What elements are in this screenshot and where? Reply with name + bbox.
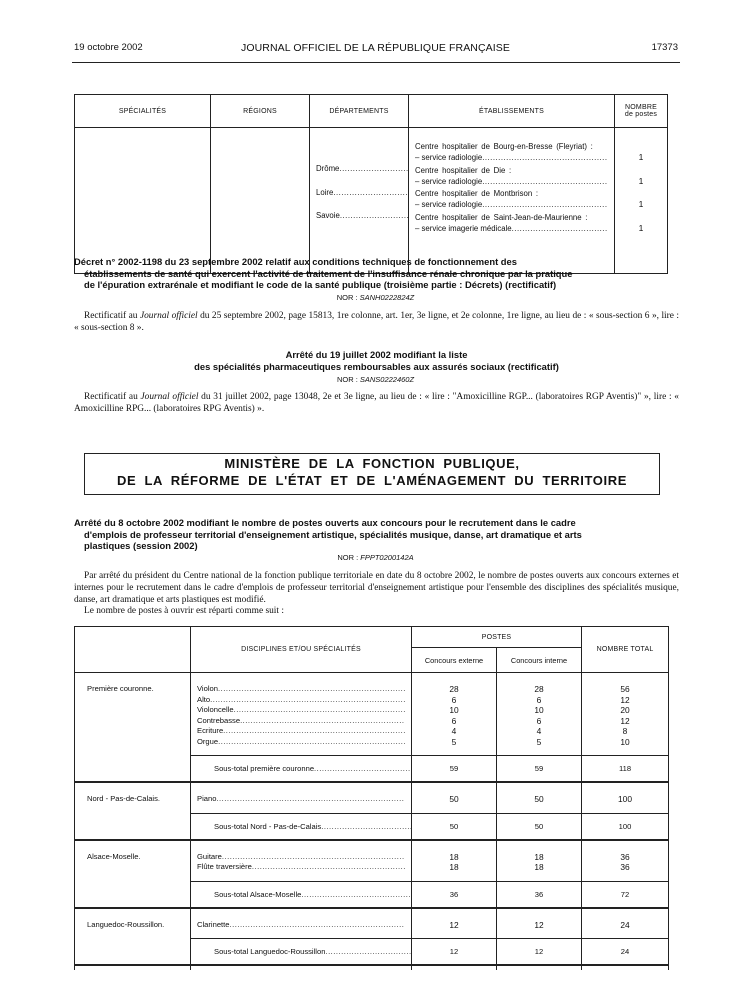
etablissements-table: [74, 94, 668, 274]
departement-item: [316, 163, 408, 187]
externe-value: 18: [449, 851, 459, 862]
leader-dots: [325, 947, 411, 956]
discipline-item: [197, 794, 405, 805]
decret-title-line: Décret n° 2002-1198 du 23 septembre 2002 relatif aux conditions techniques de fonctionnement des: [74, 256, 517, 267]
total-value: 20: [620, 705, 630, 715]
externe-value: 18: [449, 862, 459, 872]
service-name: – service radiologie: [415, 200, 483, 209]
interne-value: 12: [534, 919, 544, 930]
discipline-name: Piano: [197, 794, 217, 803]
disciplines-cell: [191, 840, 412, 882]
nombre-postes-cell: [615, 128, 668, 274]
postes-value: 1: [638, 222, 644, 233]
interne-value: 18: [534, 851, 544, 862]
total-value: 24: [620, 919, 630, 930]
total-value: 8: [622, 726, 628, 736]
header-postes: POSTES: [412, 627, 582, 648]
departement-name: Savoie: [316, 211, 340, 220]
continuation-cell: [191, 965, 412, 970]
specialites-cell: [75, 128, 211, 274]
region-cell: Nord - Pas-de-Calais.: [75, 782, 191, 840]
leader-dots: [512, 224, 608, 233]
arrete-postes-title: [74, 517, 679, 552]
discipline-item: [197, 684, 405, 695]
header-etablissements: ÉTABLISSEMENTS: [409, 95, 615, 128]
header-specialites: SPÉCIALITÉS: [75, 95, 211, 128]
subtotal-total: 24: [582, 939, 669, 966]
interne-value: 4: [536, 726, 542, 736]
postes-value: 1: [638, 152, 644, 162]
continuation-cell: [582, 965, 669, 970]
leader-dots: [301, 890, 411, 899]
interne-value: 28: [534, 684, 544, 694]
leader-dots: [218, 737, 405, 746]
nor-code: SANH0222824Z: [359, 293, 415, 302]
etablissement-name: Centre hospitalier de Bourg-en-Bresse (Fleyriat) :: [415, 142, 593, 151]
departement-item: [316, 210, 408, 234]
decret-title: [74, 256, 679, 291]
discipline-name: Violoncelle: [197, 705, 234, 714]
leader-dots: [333, 188, 408, 197]
subtotal-interne: 50: [497, 813, 582, 840]
body-text: du 31 juillet 2002, page 13048, 2e et 3e ligne, au lieu de : « lire : "Amoxicilline RGP... (laboratoires RGP Aventis)" », lire : « Amoxicilline RPG... (laboratoires RPG Aventis) ».: [74, 392, 679, 414]
etablissement-item: [415, 141, 608, 165]
externe-value: 5: [451, 736, 457, 747]
discipline-name: Violon: [197, 684, 218, 693]
leader-dots: [482, 153, 608, 162]
table-row: [75, 673, 669, 756]
nor-label: NOR :: [337, 553, 361, 562]
subtotal-label: Sous-total Alsace-Moselle: [214, 889, 302, 899]
regions-cell: [211, 128, 310, 274]
leader-dots: [234, 705, 405, 714]
leader-dots: [230, 920, 406, 929]
page-number: 17373: [651, 42, 678, 53]
leader-dots: [340, 211, 408, 220]
discipline-item: [197, 726, 405, 737]
interne-value: 5: [536, 736, 542, 747]
etablissements-cell: [409, 128, 615, 274]
externe-value: 10: [449, 705, 459, 715]
leader-dots: [482, 177, 608, 186]
total-value: 100: [618, 794, 632, 804]
table-header-row: [75, 627, 669, 648]
arrete-postes-nor: [0, 553, 751, 562]
header-nombre-label: NOMBRE: [625, 104, 657, 111]
departement-name: Drôme: [316, 164, 340, 173]
total-cell: [582, 782, 669, 813]
subtotal-label-cell: [191, 813, 412, 840]
total-value: 36: [620, 851, 630, 862]
service-name: – service radiologie: [415, 153, 483, 162]
leader-dots: [482, 200, 608, 209]
leader-dots: [240, 716, 405, 725]
subtotal-label-cell: [191, 756, 412, 783]
header-rule: [72, 62, 680, 63]
interne-cell: [497, 908, 582, 939]
header-externe: Concours externe: [412, 648, 497, 673]
region-cell: Languedoc-Roussillon.: [75, 908, 191, 966]
externe-cell: [412, 908, 497, 939]
subtotal-interne: 36: [497, 881, 582, 908]
postes-table-body: [75, 673, 669, 971]
table-continuation-row: [75, 965, 669, 970]
continuation-cell: [412, 965, 497, 970]
externe-value: 50: [449, 794, 459, 804]
ministry-line: MINISTÈRE DE LA FONCTION PUBLIQUE,: [224, 456, 520, 471]
subtotal-total: 72: [582, 881, 669, 908]
arrete-title-line: Arrêté du 8 octobre 2002 modifiant le nombre de postes ouverts aux concours pour le recrutement dans le cadre: [74, 517, 576, 528]
subtotal-interne: 59: [497, 756, 582, 783]
etablissement-item: [415, 212, 608, 236]
decret-title-line: établissements de santé qui exercent l'activité de traitement de l'insuffisance rénale chronique par la pratique: [84, 267, 573, 279]
arrete-pharma-title: [74, 349, 679, 372]
total-value: 12: [620, 715, 630, 726]
externe-value: 6: [451, 694, 457, 705]
postes-value: 1: [638, 175, 644, 186]
decret-body: [74, 311, 679, 335]
header-region: [75, 627, 191, 673]
discipline-name: Ecriture: [197, 726, 224, 735]
leader-dots: [218, 684, 405, 693]
discipline-item: [197, 737, 405, 748]
etablissement-name: Centre hospitalier de Die :: [415, 165, 512, 175]
table-row: [75, 782, 669, 813]
departements-cell: [310, 128, 409, 274]
arrete-postes-para1: Par arrêté du président du Centre national de la fonction publique territoriale en date du 8 octobre 2002, le nombre de postes ouverts aux concours externes et internes pour le recrutement dans le cadre d'emplois de professeur territorial d'enseignement artistique pour l'ensemble des disciplines des spécialités musique, danse, art dramatique et arts plastiques est modifié.: [74, 571, 679, 605]
interne-value: 18: [534, 862, 544, 872]
externe-cell: [412, 782, 497, 813]
journal-ref: Journal officiel: [139, 311, 198, 321]
total-cell: [582, 673, 669, 756]
subtotal-externe: 12: [412, 939, 497, 966]
etablissement-name: Centre hospitalier de Montbrison :: [415, 189, 539, 198]
service-name: – service radiologie: [415, 176, 483, 186]
discipline-name: Guitare: [197, 851, 222, 861]
total-value: 12: [620, 694, 630, 705]
disciplines-cell: [191, 908, 412, 939]
region-cell: Première couronne.: [75, 673, 191, 783]
body-text: Rectificatif au: [84, 392, 141, 402]
region-cell: Alsace-Moselle.: [75, 840, 191, 908]
externe-cell: [412, 673, 497, 756]
subtotal-interne: 12: [497, 939, 582, 966]
etablissement-name: Centre hospitalier de Saint-Jean-de-Maurienne :: [415, 212, 588, 222]
arrete-pharma-body: [74, 392, 679, 416]
total-cell: [582, 840, 669, 882]
total-value: 36: [620, 862, 630, 872]
header-interne: Concours interne: [497, 648, 582, 673]
externe-value: 6: [451, 715, 457, 726]
arrete-title-line: plastiques (session 2002): [84, 540, 198, 551]
interne-value: 6: [536, 694, 542, 705]
disciplines-cell: [191, 673, 412, 756]
decret-title-line: de l'épuration extrarénale et modifiant le code de la santé publique (troisième partie : Décrets) (rectificatif): [84, 279, 557, 290]
body-text: du 25 septembre 2002, page 15813, 1re colonne, art. 1er, 3e ligne, et 2e colonne, 1re ligne, au lieu de : « sous-section 6 », lire : « sous-section 8 ».: [74, 311, 680, 333]
interne-value: 10: [534, 705, 544, 715]
departement-item: [316, 187, 408, 211]
interne-value: 6: [536, 715, 542, 726]
discipline-name: Orgue: [197, 736, 219, 746]
body-text: Rectificatif au: [84, 311, 140, 321]
header-regions: RÉGIONS: [211, 95, 310, 128]
leader-dots: [223, 726, 405, 735]
interne-cell: [497, 782, 582, 813]
total-cell: [582, 908, 669, 939]
header-total: NOMBRE TOTAL: [582, 627, 669, 673]
arrete-pharma-nor: [0, 375, 751, 384]
arrete-postes-para2: Le nombre de postes à ouvrir est réparti comme suit :: [84, 606, 284, 616]
discipline-name: Flûte traversière: [197, 862, 252, 871]
header-departements: DÉPARTEMENTS: [310, 95, 409, 128]
externe-value: 28: [449, 684, 459, 694]
total-value: 56: [620, 684, 630, 694]
service-name: – service imagerie médicale: [415, 223, 512, 233]
page-date: 19 octobre 2002: [74, 42, 143, 53]
arrete-title-line: des spécialités pharmaceutiques remboursables aux assurés sociaux (rectificatif): [194, 360, 559, 372]
discipline-item: [197, 705, 405, 716]
postes-value: 1: [638, 199, 644, 209]
leader-dots: [339, 164, 408, 173]
table-row: [75, 840, 669, 882]
leader-dots: [252, 862, 405, 871]
discipline-item: [197, 716, 405, 727]
discipline-name: Clarinette: [197, 919, 230, 929]
subtotal-total: 118: [582, 756, 669, 783]
departement-name: Loire: [316, 187, 334, 197]
postes-table: [74, 626, 669, 970]
discipline-item: [197, 852, 405, 863]
etablissement-item: [415, 188, 608, 212]
subtotal-externe: 50: [412, 813, 497, 840]
ministry-line: DE LA RÉFORME DE L'ÉTAT ET DE L'AMÉNAGEMENT DU TERRITOIRE: [117, 473, 627, 488]
total-value: 10: [620, 736, 630, 747]
interne-value: 50: [534, 794, 544, 804]
interne-cell: [497, 673, 582, 756]
disciplines-cell: [191, 782, 412, 813]
interne-cell: [497, 840, 582, 882]
nor-code: SANS0222460Z: [359, 375, 415, 384]
subtotal-label: Sous-total première couronne: [214, 764, 315, 773]
leader-dots: [321, 822, 411, 831]
subtotal-label-cell: [191, 939, 412, 966]
leader-dots: [210, 695, 405, 704]
subtotal-externe: 59: [412, 756, 497, 783]
decret-nor: [0, 293, 751, 302]
arrete-title-line: Arrêté du 19 juillet 2002 modifiant la liste: [285, 349, 468, 360]
journal-title: JOURNAL OFFICIEL DE LA RÉPUBLIQUE FRANÇAISE: [241, 42, 510, 54]
discipline-name: Contrebasse: [197, 715, 241, 725]
ministry-heading: [84, 453, 660, 495]
subtotal-externe: 36: [412, 881, 497, 908]
subtotal-label: Sous-total Nord - Pas-de-Calais: [214, 821, 322, 831]
nor-label: NOR :: [336, 375, 360, 384]
discipline-item: [197, 695, 405, 706]
header-nombre-postes: [615, 95, 668, 128]
discipline-item: [197, 862, 405, 873]
leader-dots: [222, 852, 405, 861]
table-row: [75, 908, 669, 939]
nor-code: FPPT0200142A: [360, 553, 414, 562]
header-disciplines: DISCIPLINES ET/OU SPÉCIALITÉS: [191, 627, 412, 673]
nor-label: NOR :: [336, 293, 360, 302]
discipline-name: Alto: [197, 694, 211, 704]
leader-dots: [216, 794, 405, 803]
externe-cell: [412, 840, 497, 882]
subtotal-total: 100: [582, 813, 669, 840]
journal-ref: Journal officiel: [140, 392, 199, 402]
externe-value: 12: [449, 919, 459, 930]
subtotal-label: Sous-total Languedoc-Roussillon: [214, 947, 326, 956]
table-row: [75, 128, 668, 274]
leader-dots: [314, 764, 411, 773]
externe-value: 4: [451, 726, 457, 736]
etablissement-item: [415, 165, 608, 189]
arrete-title-line: d'emplois de professeur territorial d'enseignement artistique, spécialités musique, danse, art dramatique et arts: [84, 528, 582, 540]
table-header-row: [75, 95, 668, 128]
discipline-item: [197, 920, 405, 931]
continuation-cell: [75, 965, 191, 970]
header-postes-label: de postes: [624, 111, 658, 118]
continuation-cell: [497, 965, 582, 970]
subtotal-label-cell: [191, 881, 412, 908]
